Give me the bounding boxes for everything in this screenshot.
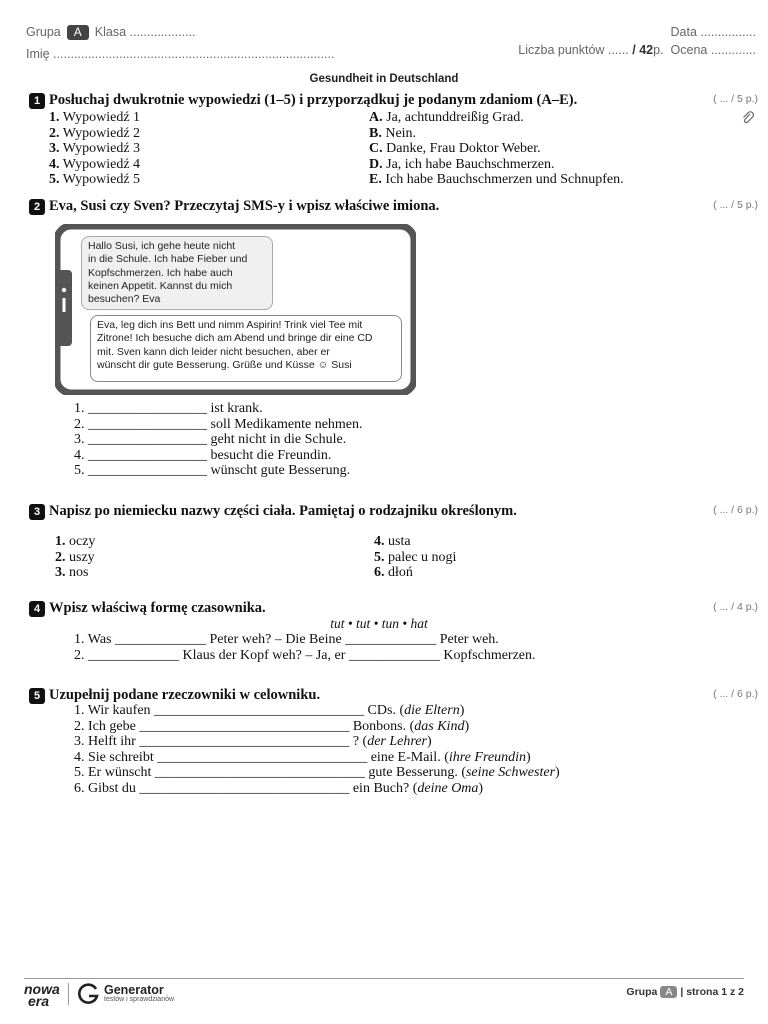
list-item: B. Nein. bbox=[369, 125, 417, 141]
answer-blank[interactable]: _____________ bbox=[88, 647, 179, 663]
task-title: Napisz po niemiecku nazwy części ciała. Pamiętaj o rodzajniku określonym. bbox=[49, 503, 517, 519]
task-points: ( ... / 6 p.) bbox=[713, 688, 758, 700]
task-2 bbox=[29, 198, 759, 216]
list-item: 6. dłoń bbox=[374, 565, 413, 581]
answer-blank[interactable]: _________________ bbox=[88, 432, 207, 448]
list-item: 6. Gibst du ______________________________ ein Buch? (deine Oma) bbox=[74, 780, 484, 796]
sms-bubble-susi: Eva, leg dich ins Bett und nimm Aspirin! Trink viel Tee mit Zitrone! Ich besuche dich am Abend und bringe dir eine CD mit. Sven kann dich leider nicht besuchen, aber er wünscht dir gute Besserung. Grüße und Küsse ☺ Susi bbox=[90, 315, 402, 382]
list-item: 1. Wir kaufen ______________________________ CDs. (die Eltern) bbox=[74, 703, 465, 718]
header-grupa-klasa bbox=[26, 25, 196, 40]
list-item: E. Ich habe Bauchschmerzen und Schnupfen. bbox=[369, 172, 624, 188]
grupa-badge: A bbox=[67, 25, 89, 40]
answer-blank[interactable]: ______________________________ bbox=[139, 734, 350, 750]
answer-blank[interactable]: _________________ bbox=[88, 447, 207, 463]
list-item: 1. Wypowiedź 1 bbox=[49, 110, 141, 125]
task-title: Uzupełnij podane rzeczowniki w celowniku. bbox=[49, 687, 321, 703]
imie-field[interactable]: ................................................................................. bbox=[53, 47, 335, 61]
task-title: Posłuchaj dwukrotnie wypowiedzi (1–5) i przyporządkuj je podanym zdaniom (A–E). bbox=[49, 92, 578, 108]
task-number: 3 bbox=[29, 504, 45, 520]
task-number: 5 bbox=[29, 688, 45, 704]
task-2-header bbox=[29, 198, 759, 216]
sms-bubble-eva: Hallo Susi, ich gehe heute nicht in die Schule. Ich habe Fieber und Kopfschmerzen. Ich habe auch keinen Appetit. Kannst du mich besuchen? Eva bbox=[81, 236, 273, 310]
task-2-items bbox=[74, 401, 363, 479]
paperclip-icon[interactable] bbox=[741, 111, 755, 125]
list-item: 1. _________________ ist krank. bbox=[74, 401, 263, 416]
liczba-unit: p. bbox=[653, 43, 664, 57]
footer-grupa-badge: A bbox=[660, 986, 677, 998]
list-item: 2. _____________ Klaus der Kopf weh? – Ja, er _____________ Kopfschmerzen. bbox=[74, 647, 536, 663]
list-item: 5. Wypowiedź 5 bbox=[49, 172, 141, 188]
task-3-right-column bbox=[374, 534, 456, 581]
task-4-items bbox=[74, 632, 536, 663]
answer-blank[interactable]: ______________________________ bbox=[154, 703, 365, 718]
answer-blank[interactable]: _____________ bbox=[115, 632, 207, 647]
footer-logo-divider bbox=[68, 983, 69, 1005]
data-label: Data bbox=[670, 25, 697, 39]
list-item: 3. Helft ihr ______________________________ ? (der Lehrer) bbox=[74, 734, 432, 750]
list-item: 2. _________________ soll Medikamente nehmen. bbox=[74, 416, 363, 432]
generator-logo-subtitle: testów i sprawdzianów bbox=[104, 996, 175, 1003]
liczba-field[interactable]: ...... bbox=[607, 43, 629, 57]
answer-blank[interactable]: _________________ bbox=[88, 416, 207, 432]
list-item: 3. Wypowiedź 3 bbox=[49, 141, 141, 157]
answer-blank[interactable]: ______________________________ bbox=[139, 780, 350, 796]
list-item: D. Ja, ich habe Bauchschmerzen. bbox=[369, 156, 555, 172]
grupa-label: Grupa bbox=[26, 25, 61, 39]
liczba-total: 42 bbox=[639, 43, 654, 57]
task-points: ( ... / 5 p.) bbox=[713, 93, 758, 105]
header-punkty-ocena bbox=[518, 43, 756, 57]
ocena-label: Ocena bbox=[670, 43, 708, 57]
list-item: 1. oczy bbox=[55, 534, 96, 549]
generator-logo-icon bbox=[76, 982, 100, 1006]
task-3-left-column bbox=[55, 534, 95, 581]
task-1-left-column bbox=[49, 110, 140, 188]
task-1-right-column bbox=[369, 110, 624, 188]
task-points: ( ... / 5 p.) bbox=[713, 199, 758, 211]
list-item: C. Danke, Frau Doktor Weber. bbox=[369, 141, 541, 157]
task-points: ( ... / 6 p.) bbox=[713, 504, 758, 516]
list-item: 2. uszy bbox=[55, 549, 95, 565]
imie-label: Imię bbox=[26, 47, 50, 61]
page-title: Gesundheit in Deutschland bbox=[309, 73, 459, 85]
list-item: 4. Wypowiedź 4 bbox=[49, 156, 141, 172]
task-1-header bbox=[29, 92, 759, 110]
task-5-items bbox=[74, 703, 560, 797]
answer-blank[interactable]: _____________ bbox=[348, 647, 440, 663]
klasa-field[interactable]: ................... bbox=[129, 25, 196, 39]
list-item: 1. Was _____________ Peter weh? – Die Beine _____________ Peter weh. bbox=[74, 632, 499, 647]
task-3-header bbox=[29, 503, 759, 521]
task-3 bbox=[29, 503, 759, 581]
list-item: A. Ja, achtunddreißig Grad. bbox=[369, 110, 524, 125]
task-number: 2 bbox=[29, 199, 45, 215]
list-item: 3. _________________ geht nicht in die Schule. bbox=[74, 432, 347, 448]
footer-divider bbox=[24, 978, 744, 979]
answer-blank[interactable]: ______________________________ bbox=[139, 718, 350, 734]
list-item: 5. _________________ wünscht gute Besserung. bbox=[74, 463, 351, 479]
list-item: 5. palec u nogi bbox=[374, 549, 457, 565]
list-item: 4. usta bbox=[374, 534, 411, 549]
answer-blank[interactable]: _____________ bbox=[345, 632, 437, 647]
liczba-label: Liczba punktów bbox=[518, 43, 605, 57]
list-item: 2. Ich gebe ______________________________ Bonbons. (das Kind) bbox=[74, 718, 470, 734]
answer-blank[interactable]: ______________________________ bbox=[154, 765, 365, 781]
task-number: 4 bbox=[29, 601, 45, 617]
task-5 bbox=[29, 687, 759, 796]
list-item: 2. Wypowiedź 2 bbox=[49, 125, 141, 141]
task-title: Wpisz właściwą formę czasownika. bbox=[49, 600, 266, 616]
data-field[interactable]: ................ bbox=[700, 25, 756, 39]
liczba-sep: / bbox=[632, 43, 636, 57]
answer-blank[interactable]: _________________ bbox=[88, 463, 207, 479]
generator-logo-text: Generator bbox=[104, 983, 164, 997]
footer-page-info: Grupa A | strona 1 z 2 bbox=[626, 986, 744, 998]
ocena-field[interactable]: ............. bbox=[710, 43, 756, 57]
answer-blank[interactable]: ______________________________ bbox=[157, 749, 368, 765]
task-title: Eva, Susi czy Sven? Przeczytaj SMS-y i wpisz właściwe imiona. bbox=[49, 198, 440, 214]
task-1 bbox=[29, 92, 759, 188]
task-4 bbox=[29, 600, 759, 663]
task-points: ( ... / 4 p.) bbox=[713, 601, 758, 613]
header-imie bbox=[26, 47, 334, 61]
klasa-label: Klasa bbox=[94, 25, 127, 39]
nowa-era-logo: nowa era bbox=[24, 981, 60, 1009]
task-number: 1 bbox=[29, 93, 45, 109]
verb-box: tut • tut • tun • hat bbox=[330, 616, 428, 631]
header-data bbox=[671, 25, 756, 39]
answer-blank[interactable]: _________________ bbox=[88, 401, 207, 416]
page-number: | strona 1 z 2 bbox=[680, 986, 744, 998]
list-item: 3. nos bbox=[55, 565, 89, 581]
list-item: 4. _________________ besucht die Freundin. bbox=[74, 447, 332, 463]
list-item: 4. Sie schreibt ______________________________ eine E-Mail. (ihre Freundin) bbox=[74, 749, 531, 765]
list-item: 5. Er wünscht ______________________________ gute Besserung. (seine Schwester) bbox=[74, 765, 560, 781]
